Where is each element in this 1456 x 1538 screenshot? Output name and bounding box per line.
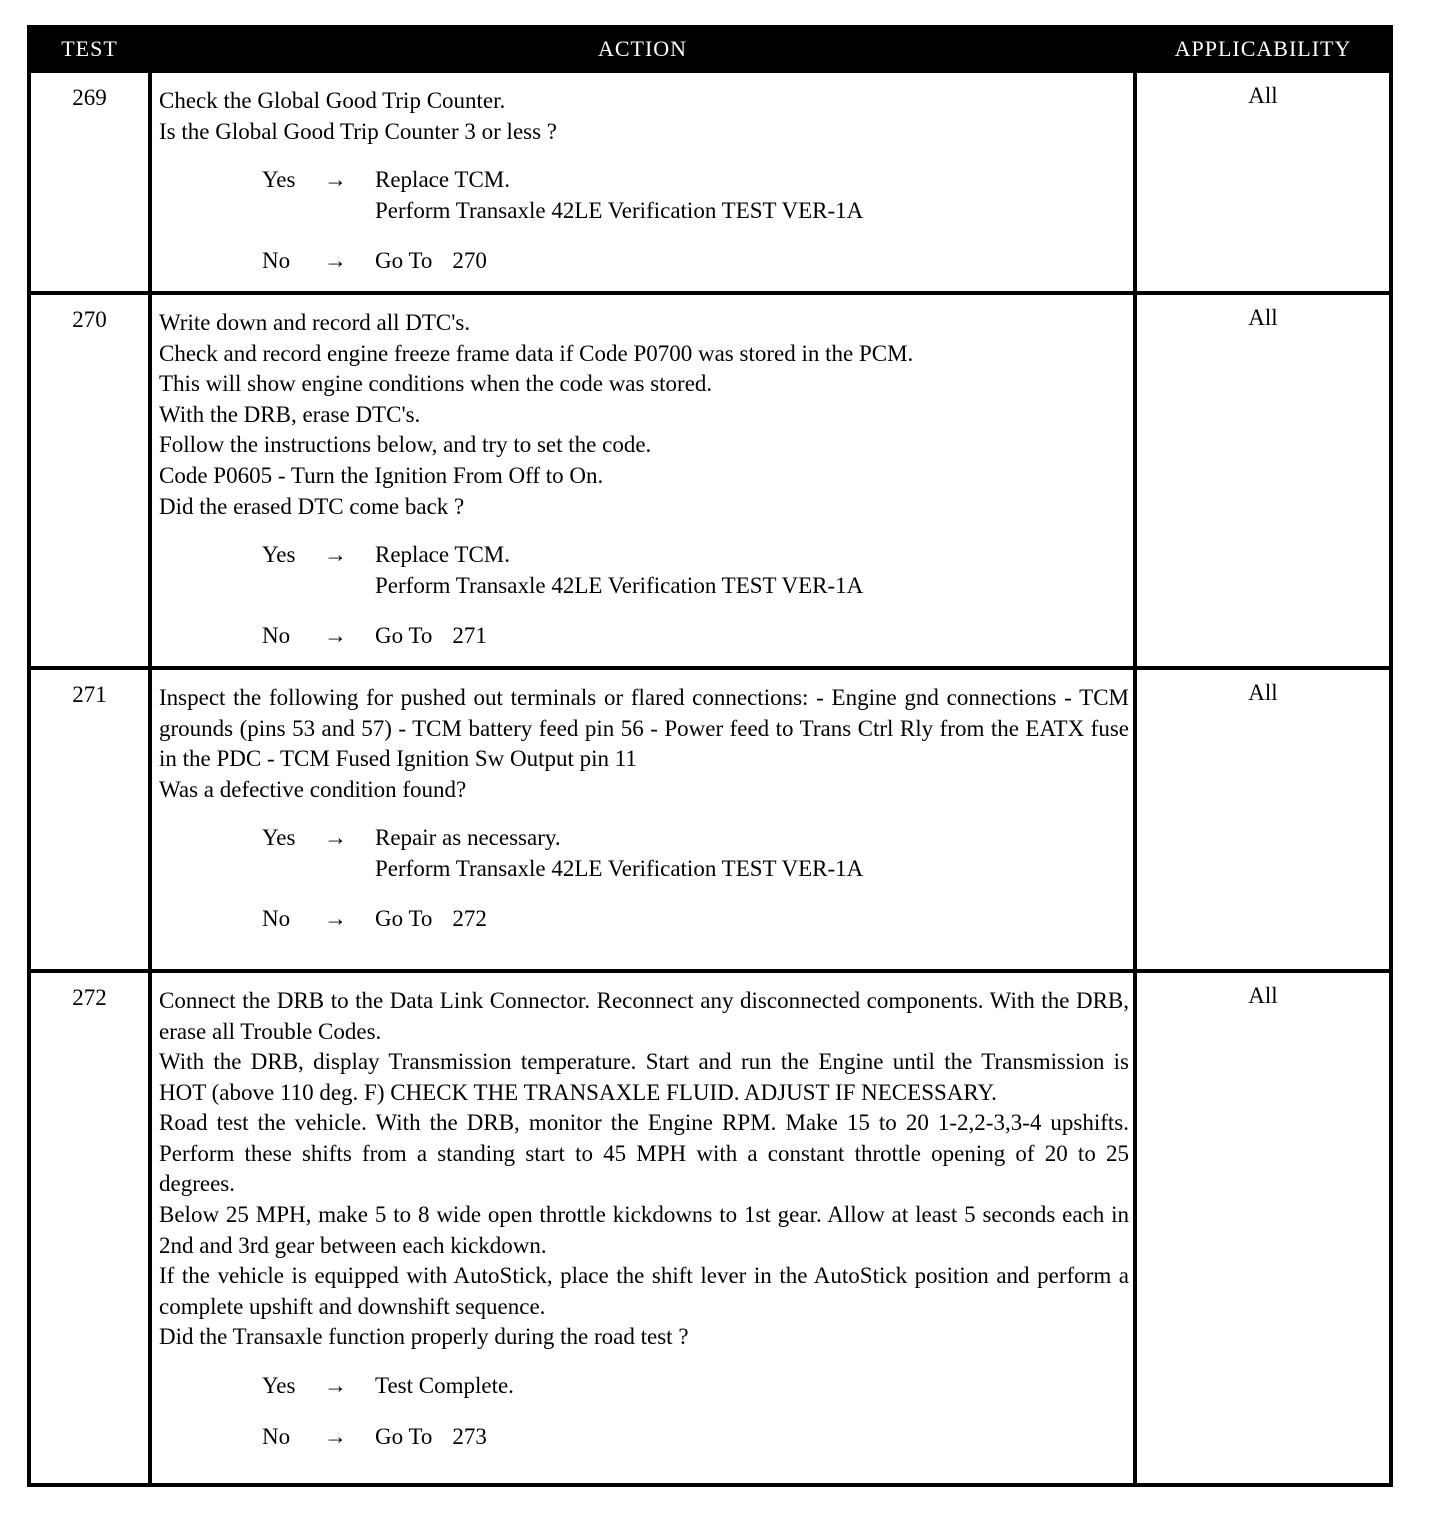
no-label: No [262,623,291,649]
action-line: With the DRB, erase DTC's. [159,401,421,427]
arrow-icon: → [324,248,347,274]
yes-result [375,540,1129,601]
no-result [375,246,1129,277]
test-number: 272 [29,971,150,1485]
no-label: No [262,248,291,274]
no-outcome [262,904,1129,935]
action-line: Is the Global Good Trip Counter 3 or less ? [159,118,558,144]
table-row [29,971,1391,1485]
action-line: Code P0605 - Turn the Ignition From Off to On. [159,462,604,488]
arrow-icon: → [324,167,347,193]
test-number: 271 [29,668,150,971]
goto-test-number: 272 [452,906,487,932]
action-paragraph: Was a defective condition found? [159,776,467,802]
goto-test-number: 270 [452,248,487,274]
outcomes [159,823,1129,935]
yes-result [375,1371,1129,1402]
result-line: Test Complete. [375,1373,514,1399]
no-result [375,1422,1129,1453]
result-line: Replace TCM. [375,167,510,193]
action-paragraph: Road test the vehicle. With the DRB, monitor the Engine RPM. Make 15 to 20 1-2,2-3,3-4 upshifts. Perform these shifts from a standing start to 45 MPH with a constant throttle opening of 20 to 25 degrees. [159,1110,1129,1197]
table-row [29,71,1391,293]
no-label: No [262,906,291,932]
result-line: Perform Transaxle 42LE Verification TEST VER-1A [375,572,864,598]
outcomes [159,1371,1129,1452]
yes-result [375,823,1129,884]
yes-label: Yes [262,825,296,851]
no-outcome [262,621,1129,652]
applicability-cell: All [1135,293,1391,668]
action-line: Check and record engine freeze frame data if Code P0700 was stored in the PCM. [159,340,914,366]
header-action: ACTION [150,27,1135,71]
goto-test-number: 273 [452,1423,487,1449]
arrow-icon: → [324,542,347,568]
action-paragraph: Below 25 MPH, make 5 to 8 wide open throttle kickdowns to 1st gear. Allow at least 5 seconds each in 2nd and 3rd gear between each kickdown. [159,1202,1129,1258]
action-paragraph: Connect the DRB to the Data Link Connector. Reconnect any disconnected components. With the DRB, erase all Trouble Codes. [159,987,1129,1044]
action-cell [150,71,1135,293]
result-line: Perform Transaxle 42LE Verification TEST VER-1A [375,197,864,223]
outcomes [159,540,1129,652]
yes-outcome [262,1371,1129,1402]
goto-label: Go To [375,623,433,649]
action-paragraph: With the DRB, display Transmission temperature. Start and run the Engine until the Transmission is HOT (above 110 deg. F) CHECK THE TRANSAXLE FLUID. ADJUST IF NECESSARY. [159,1049,1129,1105]
yes-result [375,165,1129,226]
applicability-cell: All [1135,971,1391,1485]
outcomes [159,165,1129,277]
arrow-icon: → [324,1373,347,1399]
no-outcome [262,246,1129,277]
yes-outcome [262,540,1129,601]
action-line: Check the Global Good Trip Counter. [159,88,506,113]
applicability-cell: All [1135,71,1391,293]
action-paragraph: Did the Transaxle function properly during the road test ? [159,1324,689,1350]
result-line: Replace TCM. [375,542,510,568]
action-cell [150,668,1135,971]
yes-label: Yes [262,542,296,568]
action-line: Follow the instructions below, and try to set the code. [159,432,652,458]
action-line: Write down and record all DTC's. [159,309,471,335]
action-cell [150,293,1135,668]
no-result [375,621,1129,652]
no-result [375,904,1129,935]
arrow-icon: → [324,825,347,851]
yes-outcome [262,165,1129,226]
yes-label: Yes [262,1373,296,1399]
header-test: TEST [29,27,150,71]
test-number: 269 [29,71,150,293]
table-row [29,293,1391,668]
arrow-icon: → [324,1423,347,1449]
no-outcome [262,1422,1129,1453]
arrow-icon: → [324,623,347,649]
diagnostic-test-table-wrapper [27,25,1389,1487]
test-number: 270 [29,293,150,668]
applicability-cell: All [1135,668,1391,971]
result-line: Perform Transaxle 42LE Verification TEST VER-1A [375,855,864,881]
table-header-row [29,27,1391,71]
goto-label: Go To [375,906,433,932]
action-line: This will show engine conditions when the code was stored. [159,371,713,397]
action-paragraph: If the vehicle is equipped with AutoStick, place the shift lever in the AutoStick position and perform a complete upshift and downshift sequence. [159,1263,1129,1319]
action-cell [150,971,1135,1485]
action-paragraph: Inspect the following for pushed out terminals or flared connections: - Engine gnd connections - TCM grounds (pins 53 and 57) - TCM battery feed pin 56 - Power feed to Trans Ctrl Rly from the EATX fuse in the PDC - TCM Fused Ignition Sw Output pin 11 [159,684,1129,772]
yes-label: Yes [262,167,296,193]
result-line: Repair as necessary. [375,825,561,851]
yes-outcome [262,823,1129,884]
goto-label: Go To [375,1423,433,1449]
no-label: No [262,1423,291,1449]
diagnostic-test-table [27,25,1393,1487]
table-row [29,668,1391,971]
goto-label: Go To [375,248,433,274]
header-applicability: APPLICABILITY [1135,27,1391,71]
action-line: Did the erased DTC come back ? [159,493,465,519]
arrow-icon: → [324,906,347,932]
goto-test-number: 271 [452,623,487,649]
